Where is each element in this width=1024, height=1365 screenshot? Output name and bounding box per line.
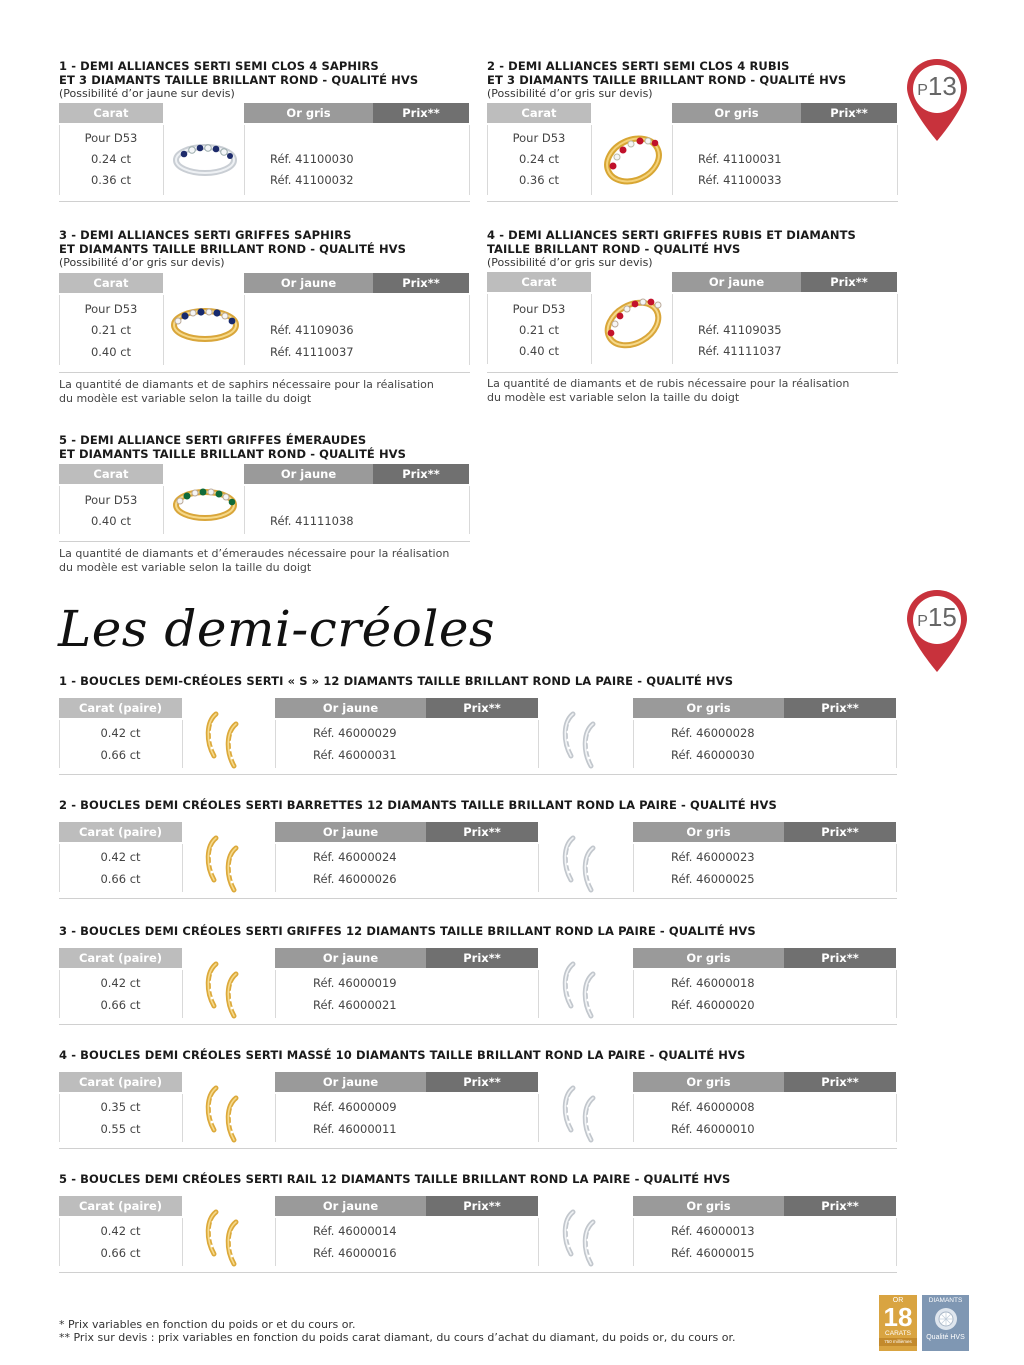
divider: [275, 844, 276, 892]
divider: [896, 1094, 897, 1142]
ring-note-line2: du modèle est variable selon la taille du doigt: [487, 390, 740, 404]
carat-row: 0.40 ct: [90, 345, 132, 359]
divider: [633, 1094, 634, 1142]
page-number: P13: [917, 71, 957, 101]
header-carat: Carat (paire): [59, 698, 182, 718]
header-price: Prix**: [426, 1072, 538, 1092]
carat-row: 0.42 ct: [100, 850, 141, 864]
carat-row: Pour D53: [512, 131, 566, 145]
footnotes: [59, 1319, 879, 1344]
header-price: Prix**: [784, 1072, 896, 1092]
ring-block-1: [59, 60, 471, 205]
divider: [633, 844, 634, 892]
product-ref-white: Réf. 46000010: [671, 1122, 755, 1136]
ring-block-5: [59, 434, 471, 579]
product-ref-white: Réf. 46000030: [671, 748, 755, 762]
yellow-gold-earring-image: [202, 1206, 262, 1270]
header-metal: Or gris: [672, 103, 801, 123]
ring-block-3: [59, 229, 471, 409]
ring-note-line1: La quantité de diamants et d’émeraudes nécessaire pour la réalisation: [59, 547, 450, 560]
ring-title-line2: ET DIAMANTS TAILLE BRILLANT ROND - QUALITÉ HVS: [59, 241, 407, 256]
gold-18-carats-badge: [879, 1295, 917, 1351]
product-ref-yellow: Réf. 46000016: [313, 1246, 397, 1260]
divider: [538, 844, 539, 892]
product-ref-white: Réf. 46000013: [671, 1224, 755, 1238]
earring-block-2: [59, 799, 899, 909]
white-gold-earring-image: [559, 832, 619, 896]
block-bottom-rule: [59, 1272, 897, 1273]
divider: [896, 844, 897, 892]
yellow-gold-earring-image: [202, 958, 262, 1022]
product-ref-yellow: Réf. 46000021: [313, 998, 397, 1012]
product-ref-yellow: Réf. 46000014: [313, 1224, 397, 1238]
product-ref-yellow: Réf. 46000011: [313, 1122, 397, 1136]
header-carat: Carat: [487, 103, 591, 123]
ring-block-2: [487, 60, 899, 205]
divider: [538, 1094, 539, 1142]
header-white-gold: Or gris: [633, 698, 784, 718]
product-ref: Réf. 41110037: [270, 345, 354, 359]
earring-title: 3 - BOUCLES DEMI CRÉOLES SERTI GRIFFES 12 DIAMANTS TAILLE BRILLANT ROND LA PAIRE - QUALITÉ HVS: [59, 924, 756, 938]
ring-note: [487, 377, 907, 404]
earring-block-1: [59, 675, 899, 785]
divider: [163, 486, 164, 534]
ring-subtitle: (Possibilité d’or jaune sur devis): [59, 87, 235, 100]
block-bottom-rule: [59, 1024, 897, 1025]
carat-row: 0.42 ct: [100, 1224, 141, 1238]
header-white-gold: Or gris: [633, 1072, 784, 1092]
white-gold-earring-image: [559, 1206, 619, 1270]
divider: [897, 125, 898, 195]
product-ref-yellow: Réf. 46000019: [313, 976, 397, 990]
header-price: Prix**: [801, 103, 897, 123]
badge-text: CARATS: [885, 1330, 911, 1337]
block-bottom-rule: [59, 898, 897, 899]
badge-number: 18: [883, 1302, 913, 1332]
badge-text: DIAMANTS: [928, 1297, 963, 1304]
carat-row: 0.36 ct: [90, 173, 132, 187]
divider: [275, 1218, 276, 1266]
footnote-1: * Prix variables en fonction du poids or et du cours or.: [59, 1318, 356, 1331]
product-ref-yellow: Réf. 46000024: [313, 850, 397, 864]
divider: [275, 720, 276, 768]
divider: [163, 295, 164, 365]
carat-row: 0.66 ct: [100, 748, 141, 762]
block-bottom-rule: [487, 372, 898, 373]
divider: [633, 720, 634, 768]
carat-row: 0.24 ct: [518, 152, 560, 166]
divider: [896, 1218, 897, 1266]
carat-row: 0.21 ct: [90, 323, 132, 337]
header-price: Prix**: [426, 822, 538, 842]
ring-title-line1: 2 - DEMI ALLIANCES SERTI SEMI CLOS 4 RUBIS: [487, 59, 790, 73]
gold-ruby-ring-image: [599, 130, 667, 186]
divider: [469, 295, 470, 365]
carat-row: 0.42 ct: [100, 726, 141, 740]
carat-row: 0.36 ct: [518, 173, 560, 187]
divider: [633, 1218, 634, 1266]
divider: [897, 294, 898, 364]
header-white-gold: Or gris: [633, 1196, 784, 1216]
gold-emerald-claw-ring-image: [171, 484, 239, 524]
header-price: Prix**: [784, 1196, 896, 1216]
carat-row: 0.21 ct: [518, 323, 560, 337]
ring-title-line2: ET 3 DIAMANTS TAILLE BRILLANT ROND - QUALITÉ HVS: [59, 72, 419, 87]
divider: [469, 486, 470, 534]
page-marker-pin-15: [905, 588, 969, 674]
header-metal: Or jaune: [672, 272, 801, 292]
divider: [672, 125, 673, 195]
gold-ruby-claw-ring-image: [599, 293, 667, 351]
diamonds-hvs-badge: [922, 1295, 969, 1351]
ring-title-line2: TAILLE BRILLANT ROND - QUALITÉ HVS: [487, 241, 741, 256]
block-bottom-rule: [59, 201, 470, 202]
header-price: Prix**: [426, 948, 538, 968]
product-ref: Réf. 41111037: [698, 344, 782, 358]
header-yellow-gold: Or jaune: [275, 948, 426, 968]
divider: [244, 125, 245, 195]
page-number: P15: [917, 602, 957, 632]
ring-title-line2: ET DIAMANTS TAILLE BRILLANT ROND - QUALITÉ HVS: [59, 446, 407, 461]
product-ref: Réf. 41100033: [698, 173, 782, 187]
product-ref: Réf. 41109036: [270, 323, 354, 337]
ring-title-line1: 3 - DEMI ALLIANCES SERTI GRIFFES SAPHIRS: [59, 228, 352, 242]
product-ref-white: Réf. 46000023: [671, 850, 755, 864]
product-ref: Réf. 41111038: [270, 514, 354, 528]
white-gold-earring-image: [559, 958, 619, 1022]
header-yellow-gold: Or jaune: [275, 698, 426, 718]
divider: [275, 1094, 276, 1142]
header-price: Prix**: [784, 698, 896, 718]
divider: [896, 720, 897, 768]
earring-title: 2 - BOUCLES DEMI CRÉOLES SERTI BARRETTES 12 DIAMANTS TAILLE BRILLANT ROND LA PAIRE - QUALITÉ HVS: [59, 798, 777, 812]
divider: [672, 294, 673, 364]
divider: [591, 294, 592, 364]
earring-block-4: [59, 1049, 899, 1159]
header-carat: Carat: [59, 273, 163, 293]
yellow-gold-earring-image: [202, 832, 262, 896]
ring-subtitle: (Possibilité d’or gris sur devis): [59, 256, 225, 269]
carat-row: 0.66 ct: [100, 998, 141, 1012]
ring-note-line2: du modèle est variable selon la taille du doigt: [59, 391, 312, 405]
divider: [244, 486, 245, 534]
ring-title-line1: 1 - DEMI ALLIANCES SERTI SEMI CLOS 4 SAPHIRS: [59, 59, 379, 73]
header-price: Prix**: [784, 948, 896, 968]
product-ref: Réf. 41100032: [270, 173, 354, 187]
footnote-2: ** Prix sur devis : prix variables en fonction du poids carat diamant, du cours d’achat du diamant, du poids or, du cours or.: [59, 1330, 736, 1344]
carat-row: 0.42 ct: [100, 976, 141, 990]
ring-subtitle: (Possibilité d’or gris sur devis): [487, 256, 653, 269]
product-ref-white: Réf. 46000025: [671, 872, 755, 886]
ring-note-line1: La quantité de diamants et de saphirs nécessaire pour la réalisation: [59, 378, 434, 391]
divider: [275, 970, 276, 1018]
divider: [182, 1094, 183, 1142]
divider: [182, 720, 183, 768]
earring-block-3: [59, 925, 899, 1035]
divider: [538, 970, 539, 1018]
carat-row: Pour D53: [512, 302, 566, 316]
ring-note: [59, 547, 479, 574]
divider: [163, 125, 164, 195]
product-ref-white: Réf. 46000028: [671, 726, 755, 740]
divider: [182, 970, 183, 1018]
header-price: Prix**: [373, 464, 469, 484]
earring-title: 1 - BOUCLES DEMI-CRÉOLES SERTI « S » 12 DIAMANTS TAILLE BRILLANT ROND LA PAIRE - QUALITÉ HVS: [59, 674, 734, 688]
carat-row: Pour D53: [84, 131, 138, 145]
block-bottom-rule: [487, 201, 898, 202]
yellow-gold-earring-image: [202, 1082, 262, 1146]
header-white-gold: Or gris: [633, 948, 784, 968]
header-price: Prix**: [373, 103, 469, 123]
carat-row: Pour D53: [84, 493, 138, 507]
product-ref-yellow: Réf. 46000029: [313, 726, 397, 740]
carat-row: Pour D53: [84, 302, 138, 316]
gold-sapphire-claw-ring-image: [169, 303, 241, 345]
ring-block-4: [487, 229, 899, 409]
header-carat: Carat (paire): [59, 948, 182, 968]
badge-text: 750 millièmes: [879, 1338, 917, 1346]
header-price: Prix**: [801, 272, 897, 292]
header-carat: Carat: [59, 103, 163, 123]
carat-row: 0.40 ct: [90, 514, 132, 528]
divider: [538, 1218, 539, 1266]
block-bottom-rule: [59, 774, 897, 775]
header-price: Prix**: [426, 698, 538, 718]
yellow-gold-earring-image: [202, 708, 262, 772]
diamond-icon: [934, 1307, 958, 1331]
header-yellow-gold: Or jaune: [275, 1196, 426, 1216]
white-gold-sapphire-ring-image: [172, 138, 238, 178]
divider: [896, 970, 897, 1018]
carat-row: 0.66 ct: [100, 1246, 141, 1260]
header-white-gold: Or gris: [633, 822, 784, 842]
carat-row: 0.35 ct: [100, 1100, 141, 1114]
header-price: Prix**: [373, 273, 469, 293]
ring-title-line1: 5 - DEMI ALLIANCE SERTI GRIFFES ÉMERAUDES: [59, 433, 367, 447]
ring-note-line1: La quantité de diamants et de rubis nécessaire pour la réalisation: [487, 377, 850, 390]
divider: [538, 720, 539, 768]
header-carat: Carat: [59, 464, 163, 484]
product-ref-white: Réf. 46000020: [671, 998, 755, 1012]
header-carat: Carat (paire): [59, 1196, 182, 1216]
section-title: Les demi-créoles: [58, 600, 496, 658]
earring-title: 5 - BOUCLES DEMI CRÉOLES SERTI RAIL 12 DIAMANTS TAILLE BRILLANT ROND LA PAIRE - QUALITÉ HVS: [59, 1172, 731, 1186]
ring-title-line2: ET 3 DIAMANTS TAILLE BRILLANT ROND - QUALITÉ HVS: [487, 72, 847, 87]
divider: [244, 295, 245, 365]
block-bottom-rule: [59, 1148, 897, 1149]
header-metal: Or jaune: [244, 273, 373, 293]
header-carat: Carat (paire): [59, 1072, 182, 1092]
earring-title: 4 - BOUCLES DEMI CRÉOLES SERTI MASSÉ 10 DIAMANTS TAILLE BRILLANT ROND LA PAIRE - QUALITÉ HVS: [59, 1048, 746, 1062]
header-yellow-gold: Or jaune: [275, 822, 426, 842]
block-bottom-rule: [59, 541, 470, 542]
product-ref-yellow: Réf. 46000031: [313, 748, 397, 762]
header-yellow-gold: Or jaune: [275, 1072, 426, 1092]
white-gold-earring-image: [559, 1082, 619, 1146]
divider: [469, 125, 470, 195]
ring-note: [59, 378, 479, 405]
ring-subtitle: (Possibilité d’or gris sur devis): [487, 87, 653, 100]
header-carat: Carat: [487, 272, 591, 292]
product-ref-white: Réf. 46000008: [671, 1100, 755, 1114]
ring-note-line2: du modèle est variable selon la taille du doigt: [59, 560, 312, 574]
header-metal: Or gris: [244, 103, 373, 123]
carat-row: 0.24 ct: [90, 152, 132, 166]
product-ref-white: Réf. 46000015: [671, 1246, 755, 1260]
carat-row: 0.40 ct: [518, 344, 560, 358]
product-ref: Réf. 41100031: [698, 152, 782, 166]
product-ref-white: Réf. 46000018: [671, 976, 755, 990]
carat-row: 0.66 ct: [100, 872, 141, 886]
header-carat: Carat (paire): [59, 822, 182, 842]
header-price: Prix**: [784, 822, 896, 842]
product-ref: Réf. 41100030: [270, 152, 354, 166]
divider: [182, 844, 183, 892]
product-ref-yellow: Réf. 46000026: [313, 872, 397, 886]
badge-text: OR: [892, 1297, 904, 1304]
white-gold-earring-image: [559, 708, 619, 772]
divider: [182, 1218, 183, 1266]
ring-title-line1: 4 - DEMI ALLIANCES SERTI GRIFFES RUBIS ET DIAMANTS: [487, 228, 856, 242]
header-price: Prix**: [426, 1196, 538, 1216]
product-ref: Réf. 41109035: [698, 323, 782, 337]
earring-block-5: [59, 1173, 899, 1283]
badge-text: Qualité HVS: [926, 1334, 965, 1341]
divider: [633, 970, 634, 1018]
page-marker-pin-13: [905, 57, 969, 143]
divider: [591, 125, 592, 195]
product-ref-yellow: Réf. 46000009: [313, 1100, 397, 1114]
block-bottom-rule: [59, 372, 470, 373]
header-metal: Or jaune: [244, 464, 373, 484]
carat-row: 0.55 ct: [100, 1122, 141, 1136]
